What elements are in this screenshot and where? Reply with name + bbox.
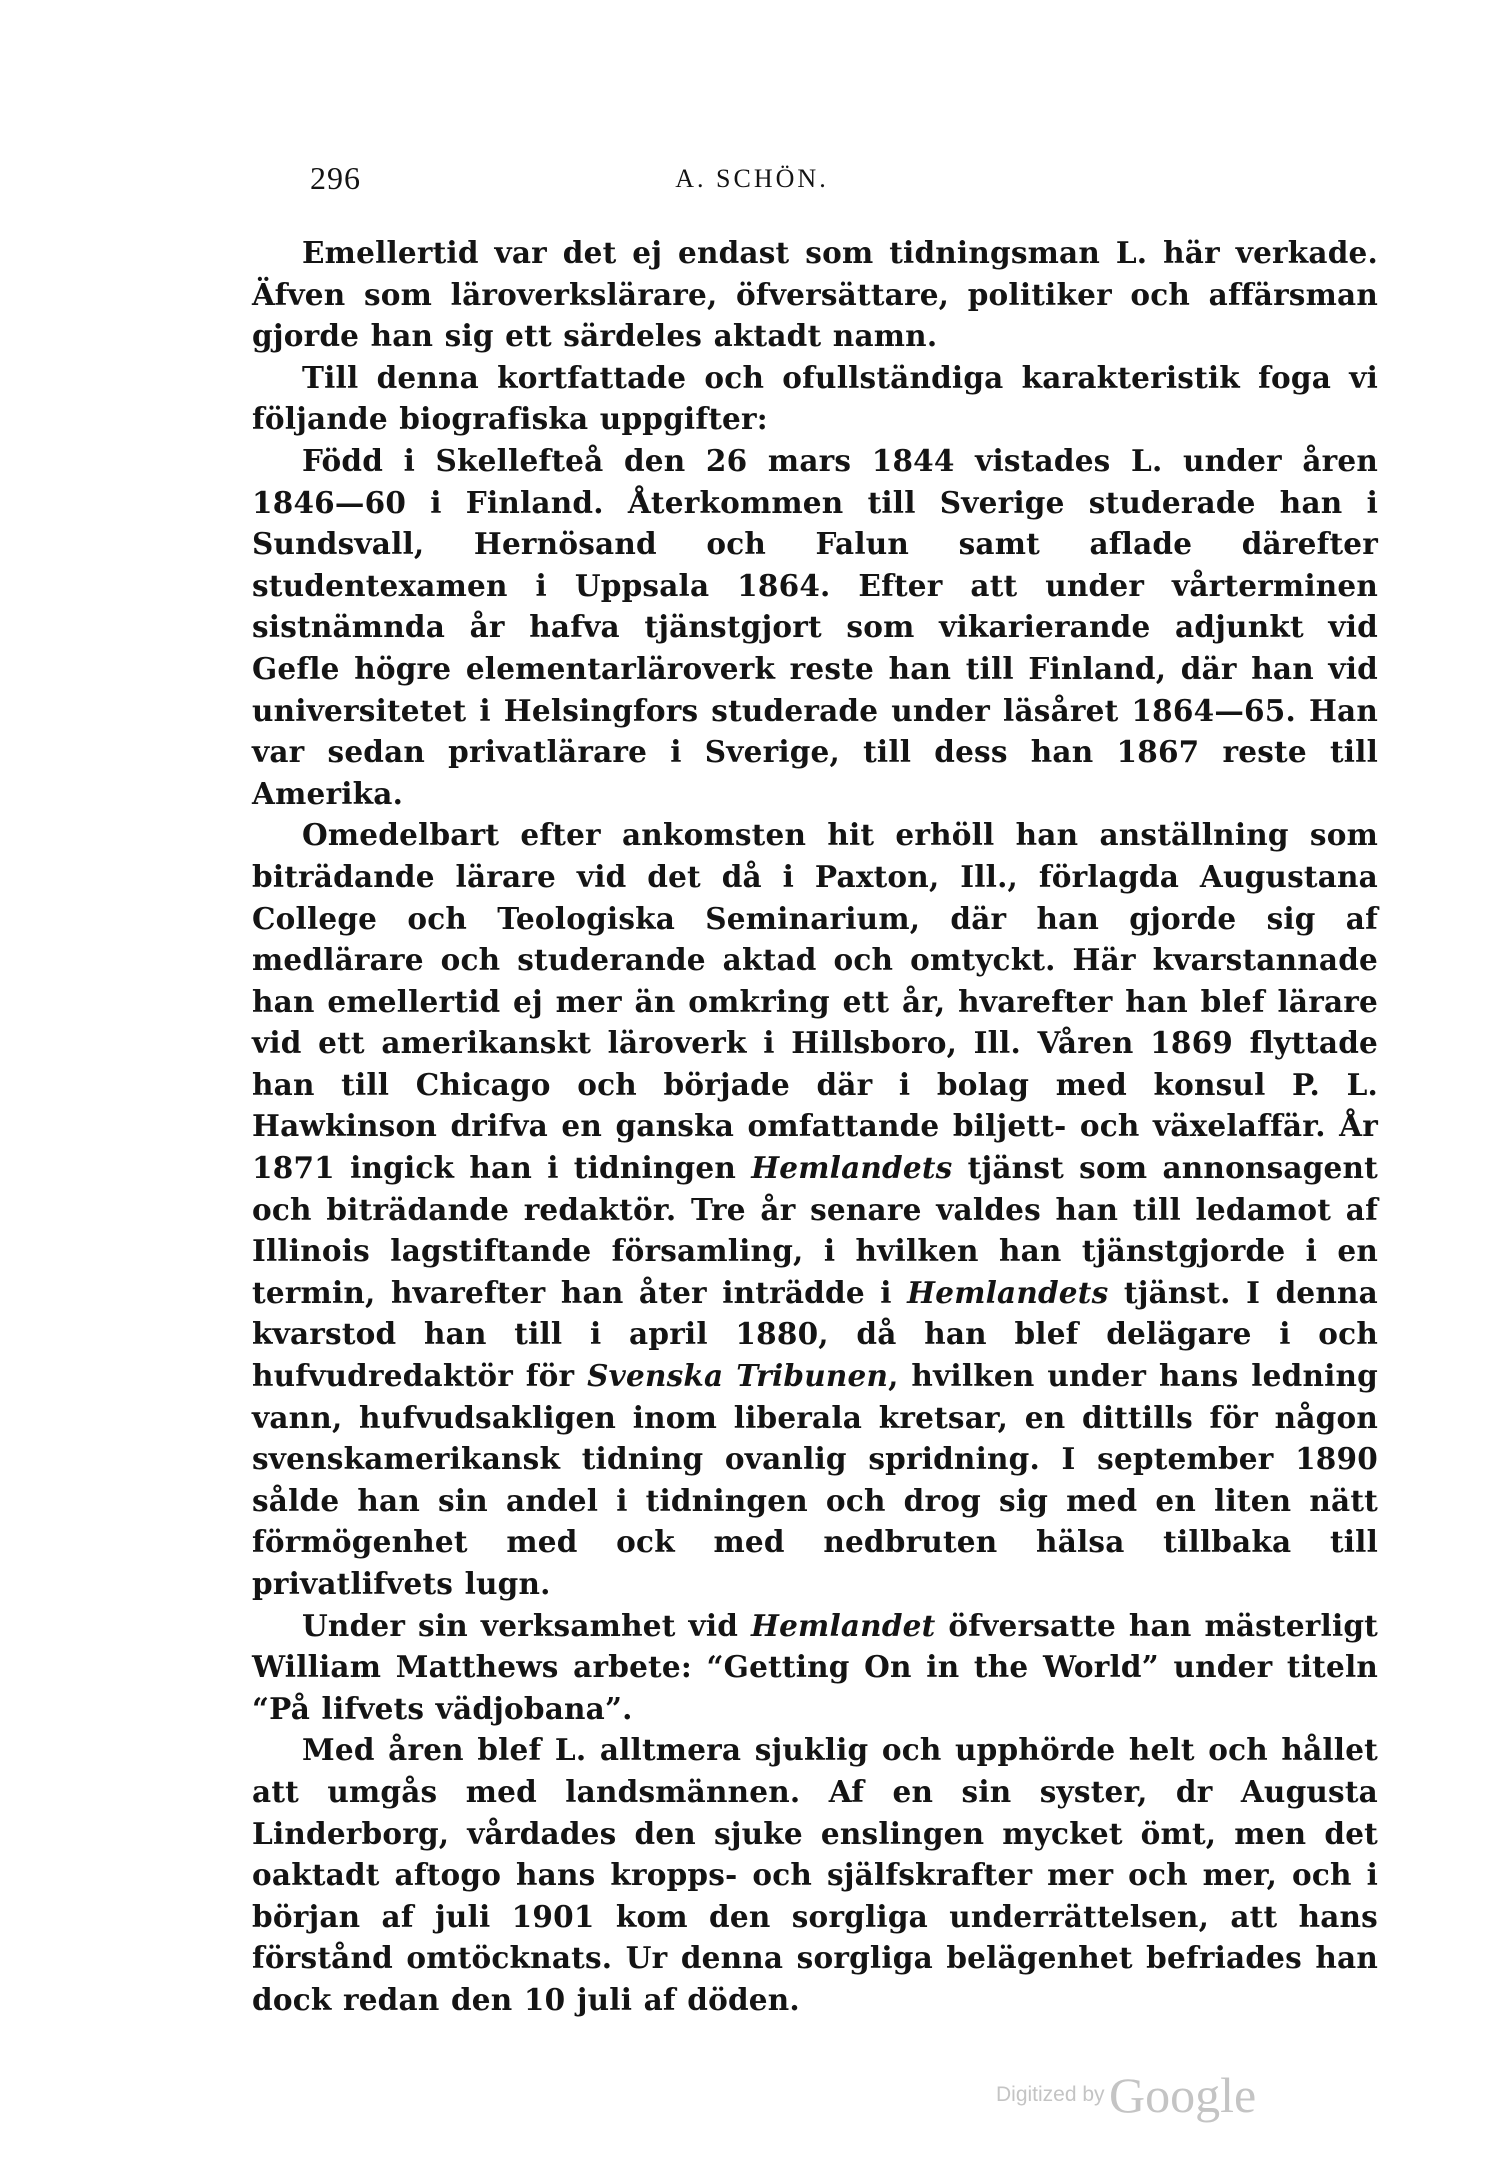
watermark-prefix: Digitized by (996, 2083, 1105, 2106)
paragraph-6 (252, 1729, 1378, 2020)
running-head: A. SCHÖN. (675, 164, 829, 193)
text-span: Född i Skellefteå den 26 mars 1844 vistades L. under åren 1846—60 i Finland. Återkommen till Sverige studerade han i Sundsvall, Hernösand och Falun samt aflade därefter studentexamen i Uppsala 1864. Efter att under vårterminen sistnämnda år hafva tjänstgjort som vikarierande adjunkt vid Gefle högre elementarläroverk reste han till Finland, där han vid universitetet i Helsingfors studerade under läsåret 1864—65. Han var sedan privatlärare i Sverige, till dess han 1867 reste till Amerika. (252, 442, 1378, 811)
paragraph-4 (252, 814, 1378, 1604)
body-text (252, 232, 1378, 2021)
text-span: Emellertid var det ej endast som tidningsman L. här verkade. Äfven som läroverkslärare, öfversättare, politiker och affärsman gjorde han sig ett särdeles aktadt namn. (252, 235, 1378, 354)
text-span: Omedelbart efter ankomsten hit erhöll han anställning som biträdande lärare vid det då i Paxton, Ill., förlagda Augustana College och Teologiska Seminarium, där han gjorde sig af medlärare och studerande aktad och omtyckt. Här kvarstannade han emellertid ej mer än omkring ett år, hvarefter han blef lärare vid ett amerikanskt läroverk i Hillsboro, Ill. Våren 1869 flyttade han till Chicago och började där i bolag med konsul P. L. Hawkinson drifva en ganska omfattande biljett- och växelaffär. År 1871 ingick han i tidningen (252, 817, 1378, 1186)
text-span: Under sin verksamhet vid (302, 1607, 751, 1643)
paragraph-2 (252, 357, 1378, 440)
paragraph-1 (252, 232, 1378, 357)
text-span: , hvilken under hans ledning vann, hufvudsakligen inom liberala kretsar, en dittills för någon svenskamerikansk tidning ovanlig spridning. I september 1890 sålde han sin andel i tidningen och drog sig med en liten nätt förmögenhet med ock med nedbruten hälsa tillbaka till privatlifvets lugn. (252, 1358, 1378, 1601)
text-span: tjänst. I denna kvarstod han till i april 1880, då han blef delägare i och hufvudredaktör för (252, 1274, 1378, 1394)
italic-title: Hemlandets (907, 1274, 1109, 1310)
google-logo: Google (1109, 2067, 1257, 2123)
page-number: 296 (310, 160, 361, 196)
paragraph-3 (252, 440, 1378, 814)
text-span: öfversatte han mästerligt William Matthews arbete: “Getting On in the World” under titeln “På lifvets vädjobana”. (252, 1607, 1378, 1726)
text-span: Till denna kortfattade och ofullständiga karakteristik foga vi följande biografiska uppgifter: (252, 359, 1378, 437)
italic-title: Hemlandet (751, 1607, 936, 1643)
paragraph-5 (252, 1605, 1378, 1730)
text-span: tjänst som annonsagent och biträdande redaktör. Tre år senare valdes han till ledamot af Illinois lagstiftande församling, i hvilken han tjänstgjorde i en termin, hvarefter han åter inträdde i (252, 1150, 1378, 1310)
digitized-by-google-watermark (996, 2066, 1256, 2124)
italic-title: Hemlandets (751, 1150, 953, 1186)
text-span: Med åren blef L. alltmera sjuklig och upphörde helt och hållet att umgås med landsmännen. Af en sin syster, dr Augusta Linderborg, vårdades den sjuke enslingen mycket ömt, men det oaktadt aftogo hans kropps- och själfskrafter mer och mer, och i början af juli 1901 kom den sorgliga underrättelsen, att hans förstånd omtöcknats. Ur denna sorgliga belägenhet befriades han dock redan den 10 juli af döden. (252, 1732, 1378, 2017)
italic-title: Svenska Tribunen (587, 1358, 889, 1394)
